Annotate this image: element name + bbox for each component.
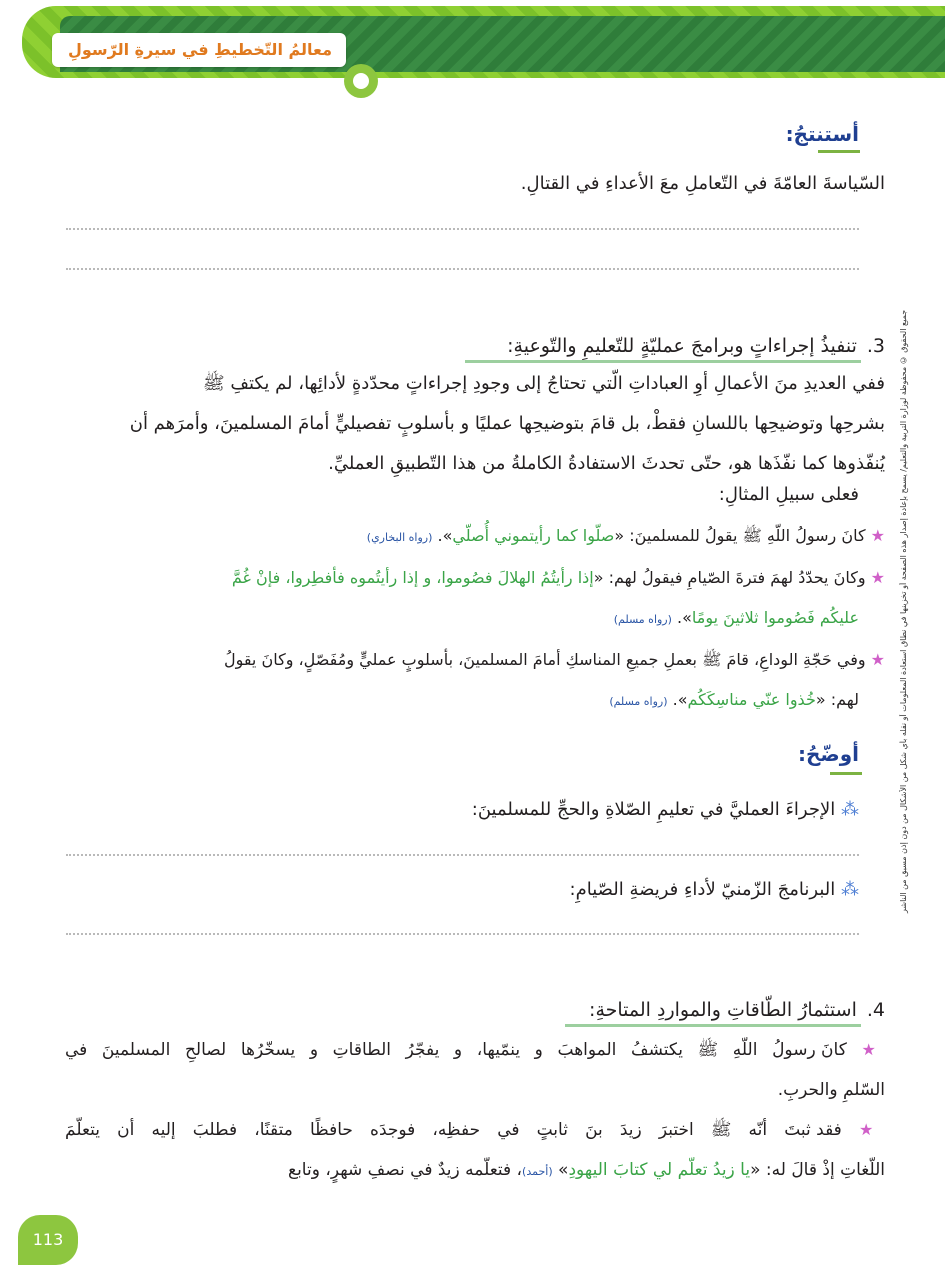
banner-ring-ornament	[344, 64, 378, 98]
hadith-quote: إذا رأيتُمُ الهلالَ فصُوموا، و إذا رأيتُموه فأفطِروا، فإنْ غُمَّ	[231, 568, 594, 587]
paragraph-line: بشرحِها وتوضيحِها باللسانِ فقطْ، بل قامَ بتوضيحِها عمليًا و بأسلوبٍ تفصيليٍّ أمامَ المسلمينَ، وأمرَهم أن	[129, 413, 885, 434]
section4-item	[65, 1030, 885, 1070]
section3-paragraph	[65, 364, 885, 484]
item-text: ، فتعلّمه زيدٌ في نصفِ شهرٍ، وتابع	[288, 1160, 523, 1180]
hadith-source: (رواه مسلم)	[613, 613, 672, 626]
snowflake-bullet-icon: ⁂	[841, 799, 859, 820]
star-bullet-icon: ★	[870, 650, 885, 669]
hadith-quote: يا زيدُ تعلّم لي كتابَ اليهودِ	[568, 1160, 751, 1180]
item-text: اللّغاتِ إذْ قالَ له: «	[750, 1160, 885, 1180]
example-list	[65, 516, 885, 722]
section4-title	[85, 994, 885, 1026]
section4-list	[65, 1030, 885, 1192]
item-text-continued: السّلمِ والحربِ.	[777, 1080, 885, 1100]
item-text: »	[558, 1160, 569, 1180]
section4-number: 4.	[866, 999, 885, 1021]
hadith-quote: صلّوا كما رأيتموني أُصلّي	[452, 526, 615, 545]
section3-number: 3.	[866, 335, 885, 357]
chapter-title: معالمُ التّخطيطِ في سيرةِ الرّسولِ	[52, 33, 346, 67]
item-text: كانَ رسولُ اللّهِ ﷺ يقولُ للمسلمينَ: «	[614, 526, 866, 545]
explain-heading: أوضّحُ:	[798, 742, 859, 766]
hadith-quote: عليكُم فَصُوموا ثلاثينَ يومًا	[691, 608, 859, 627]
hadith-quote: خُذوا عنّي مناسِكَكُم	[687, 690, 816, 709]
section4-title-text: استثمارُ الطّاقاتِ والمواردِ المتاحةِ:	[589, 999, 857, 1021]
section3-title-text: تنفيذُ إجراءاتٍ وبرامجَ عمليّةٍ للتّعليمِ والتّوعيةِ:	[507, 335, 857, 357]
explain-text: البرنامجَ الزّمنيّ لأداءِ فريضةِ الصّيامِ:	[569, 879, 836, 900]
section4-item	[65, 1110, 885, 1150]
section4-title-underline	[565, 1024, 861, 1027]
answer-line[interactable]	[66, 228, 859, 230]
explain-item	[79, 790, 859, 830]
item-text: وفي حَجّةِ الوداعِ، قامَ ﷺ بعملِ جميعِ المناسكِ أمامَ المسلمينَ، بأسلوبٍ عمليٍّ ومُفَصّلٍ، وكانَ يقولُ	[223, 650, 866, 669]
item-text: كانَ رسولُ اللّهِ ﷺ يكتشفُ المواهبَ و ينمّيها، و يفجّرُ الطاقاتِ و يسخّرُها لصالحِ المسلمينَ في	[65, 1040, 847, 1060]
paragraph-line: ففي العديدِ منَ الأعمالِ أوِ العباداتِ الّتي تحتاجُ إلى وجودِ إجراءاتٍ محدّدةٍ لأدائِها، لم يكتفِ ﷺ	[202, 373, 885, 394]
example-item-continued	[65, 680, 885, 722]
copyright-note: جميع الحقوق © محفوظة لوزارة التربية والتعليم/ يسمح بإعادة إصدار هذه الصفحة أو تخزينها في نطاق استعادة المعلومات أو نقله بأي شكل من الأشكال من دون إذن مسبق من الناشر	[899, 310, 908, 914]
answer-line[interactable]	[66, 854, 859, 856]
page-number: 113	[18, 1215, 78, 1265]
item-text: ».	[437, 526, 453, 545]
explain-text: الإجراءَ العمليَّ في تعليمِ الصّلاةِ والحجِّ للمسلمينَ:	[471, 799, 836, 820]
answer-line[interactable]	[66, 268, 859, 270]
item-text: لهم: «	[815, 690, 859, 709]
example-item	[65, 640, 885, 680]
example-item	[65, 558, 885, 598]
section3-title-underline	[465, 360, 861, 363]
hadith-source: (رواه البخاري)	[366, 531, 433, 544]
star-bullet-icon: ★	[870, 526, 885, 545]
explain-item	[79, 870, 859, 910]
example-item-continued	[65, 598, 885, 640]
item-text: ».	[677, 608, 692, 627]
hadith-source: (رواه مسلم)	[609, 695, 668, 708]
item-text: ».	[672, 690, 688, 709]
example-intro: فعلى سبيلِ المثالِ:	[718, 484, 859, 505]
conclude-heading: أستنتجُ:	[786, 122, 859, 146]
star-bullet-icon: ★	[858, 1120, 885, 1139]
item-text-continued	[65, 1150, 885, 1192]
section3-title	[85, 330, 885, 362]
star-bullet-icon: ★	[870, 568, 885, 587]
conclude-prompt: السّياسةَ العامّةَ في التّعاملِ معَ الأعداءِ في القتالِ.	[520, 173, 885, 194]
paragraph-line: يُنفّذوها كما نفّذَها هو، حتّى تحدثَ الاستفادةُ الكاملةُ من هذا التّطبيقِ العمليِّ.	[328, 453, 885, 474]
star-bullet-icon: ★	[861, 1040, 885, 1059]
hadith-source: (أحمد)	[522, 1165, 553, 1178]
answer-line[interactable]	[66, 933, 859, 935]
item-text: فقد ثبتَ أنّه ﷺ اختبرَ زيدَ بنَ ثابتٍ في حفظِه، فوجدَه حافظًا متقنًا، فطلبَ إليه أن يتعلّمَ	[65, 1120, 842, 1140]
item-text: وكانَ يحدّدُ لهمَ فترةَ الصّيامِ فيقولُ لهم: «	[593, 568, 866, 587]
explain-heading-underline	[830, 772, 862, 775]
conclude-heading-underline	[818, 150, 860, 153]
snowflake-bullet-icon: ⁂	[841, 879, 859, 900]
example-item	[65, 516, 885, 558]
